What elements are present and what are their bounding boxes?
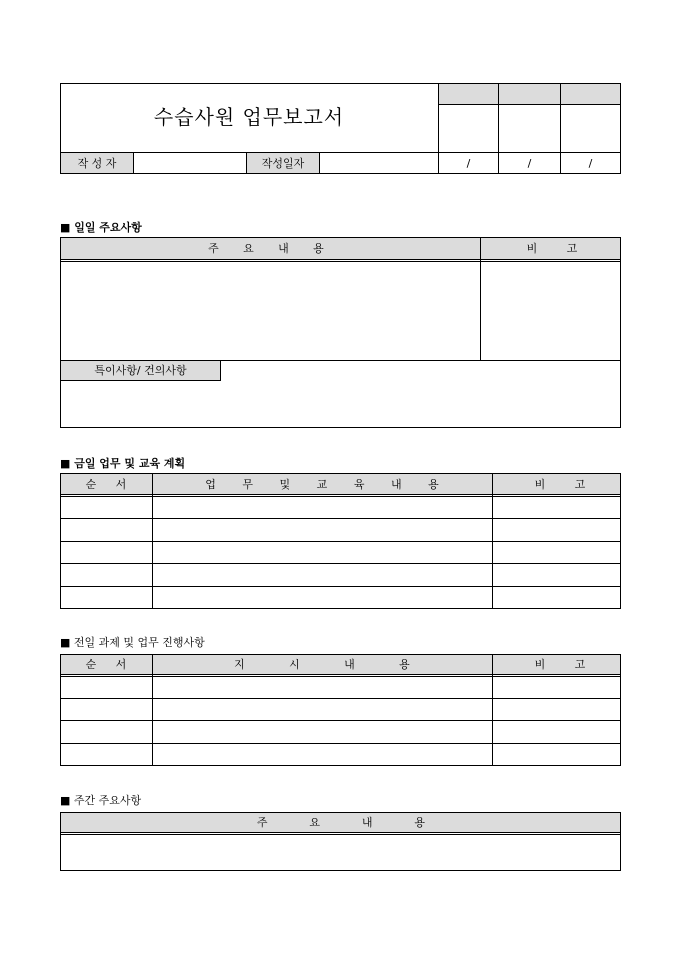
- daily-note-divider: [480, 237, 481, 360]
- section-heading-weekly: ■ 주간 주요사항: [60, 794, 142, 807]
- previous-col-divider-2: [492, 654, 493, 766]
- date-field[interactable]: [320, 153, 438, 173]
- approval-header-divider: [438, 104, 621, 105]
- previous-header-line-2: [60, 676, 621, 677]
- plan-row-line-1: [60, 518, 621, 519]
- date-label: 작성일자: [261, 157, 305, 170]
- plan-col-content: 업 무 및 교 육 내 용: [205, 478, 439, 491]
- plan-row-line-2: [60, 541, 621, 542]
- approval-slash-1: /: [466, 157, 471, 170]
- section-heading-previous: ■ 전일 과제 및 업무 진행사항: [60, 636, 205, 649]
- page-title: 수습사원 업무보고서: [153, 105, 345, 129]
- daily-header-line-2: [60, 261, 621, 262]
- section-heading-today-plan: ■ 금일 업무 및 교육 계획: [60, 457, 186, 470]
- daily-col-main: 주 요 내 용: [208, 242, 324, 255]
- approval-slash-2: /: [527, 157, 532, 170]
- plan-row-line-4: [60, 586, 621, 587]
- plan-row-line-3: [60, 563, 621, 564]
- plan-col-note: 비 고: [534, 478, 586, 491]
- previous-row-line-1: [60, 698, 621, 699]
- previous-row-line-2: [60, 720, 621, 721]
- plan-header-line-1: [60, 494, 621, 495]
- special-label: 특이사항/ 건의사항: [94, 364, 187, 377]
- section-heading-daily: ■ 일일 주요사항: [60, 221, 142, 234]
- previous-header-line-1: [60, 674, 621, 675]
- approval-slash-3: /: [588, 157, 593, 170]
- plan-header-line-2: [60, 496, 621, 497]
- previous-row-line-3: [60, 743, 621, 744]
- daily-col-note: 비 고: [526, 242, 578, 255]
- weekly-header-line-2: [60, 834, 621, 835]
- approval-header-cell-2: [499, 84, 560, 104]
- previous-col-order: 순 서: [85, 658, 127, 671]
- previous-col-note: 비 고: [534, 658, 586, 671]
- author-field[interactable]: [134, 153, 246, 173]
- daily-table: [60, 237, 621, 428]
- author-label: 작 성 자: [77, 157, 117, 170]
- previous-col-content: 지 시 내 용: [234, 658, 410, 671]
- daily-header-line-1: [60, 259, 621, 260]
- weekly-col-main: 주 요 내 용: [256, 816, 426, 829]
- previous-col-divider-1: [152, 654, 153, 766]
- approval-header-cell-3: [561, 84, 620, 104]
- plan-col-order: 순 서: [85, 478, 127, 491]
- weekly-header-line-1: [60, 832, 621, 833]
- approval-header-cell-1: [439, 84, 498, 104]
